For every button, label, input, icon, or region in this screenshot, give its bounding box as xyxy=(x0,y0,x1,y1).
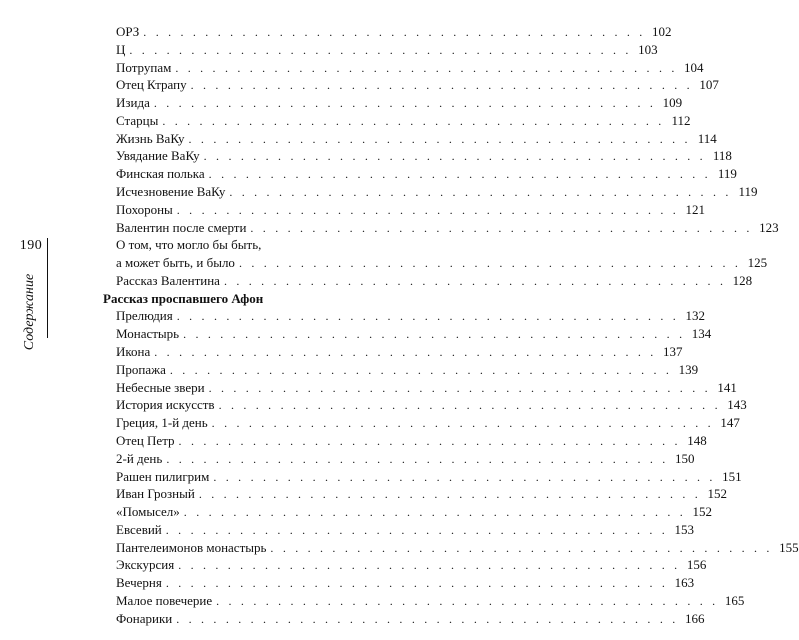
toc-entry-title: Небесные звери xyxy=(116,380,205,395)
toc-entry-page: 119 xyxy=(738,184,758,199)
toc-entry-title: Экскурсия xyxy=(116,557,175,572)
dot-leader: . . . . . . . . . . . . . . . . . . . . . . . . . . . . . . . . . . . . . . . . . xyxy=(153,96,657,110)
toc-entry-page: 155 xyxy=(779,540,799,555)
dot-leader: . . . . . . . . . . . . . . . . . . . . . . . . . . . . . . . . . . . . . . . . . xyxy=(166,452,669,466)
toc-entry-page: 143 xyxy=(727,397,747,412)
toc-entry xyxy=(116,342,683,362)
dot-leader: . . . . . . . . . . . . . . . . . . . . . . . . . . . . . . . . . . . . . . . . . xyxy=(208,167,711,181)
toc-entry xyxy=(116,324,712,344)
dot-leader: . . . . . . . . . . . . . . . . . . . . . . . . . . . . . . . . . . . . . . . . . xyxy=(154,345,657,359)
toc-entry-title: Похороны xyxy=(116,202,173,217)
dot-leader: . . . . . . . . . . . . . . . . . . . . . . . . . . . . . . . . . . . . . . . . . xyxy=(176,203,679,217)
dot-leader: . . . . . . . . . . . . . . . . . . . . . . . . . . . . . . . . . . . . . . . . . xyxy=(250,221,753,235)
toc-entry-title: О том, что могло бы быть, xyxy=(116,237,262,252)
toc-entry xyxy=(116,609,705,629)
toc-entry xyxy=(116,306,705,326)
toc-entry xyxy=(116,40,658,60)
toc-entry-page: 137 xyxy=(662,344,683,359)
toc-entry xyxy=(116,146,732,166)
toc-entry-title: Иван Грозный xyxy=(116,486,195,501)
toc-entry-title: Потрупам xyxy=(116,60,172,75)
toc-entry-page: 102 xyxy=(652,24,672,39)
toc-entry-page: 152 xyxy=(692,504,712,519)
dot-leader: . . . . . . . . . . . . . . . . . . . . . . . . . . . . . . . . . . . . . . . . . xyxy=(203,149,706,163)
toc-entry-title: ОРЗ xyxy=(116,24,140,39)
dot-leader: . . . . . . . . . . . . . . . . . . . . . . . . . . . . . . . . . . . . . . . . . xyxy=(188,132,691,146)
dot-leader: . . . . . . . . . . . . . . . . . . . . . . . . . . . . . . . . . . . . . . . . . xyxy=(190,78,693,92)
toc-entry-page: 128 xyxy=(732,273,753,288)
toc-entry-page: 150 xyxy=(675,451,695,466)
dot-leader: . . . . . . . . . . . . . . . . . . . . . . . . . . . . . . . . . . . . . . . . . xyxy=(129,43,632,57)
toc-entry-page: 104 xyxy=(684,60,704,75)
toc-entry xyxy=(116,573,695,593)
dot-leader: . . . . . . . . . . . . . . . . . . . . . . . . . . . . . . . . . . . . . . . . . xyxy=(183,327,686,341)
toc-entry-title: Греция, 1-й день xyxy=(116,415,208,430)
dot-leader: . . . . . . . . . . . . . . . . . . . . . . . . . . . . . . . . . . . . . . . . . xyxy=(216,594,719,608)
toc-entry-title: Пропажа xyxy=(116,362,166,377)
toc-entry-page: 107 xyxy=(699,77,719,92)
toc-entry xyxy=(116,75,719,95)
toc-entry-page: 119 xyxy=(717,166,737,181)
toc-entry xyxy=(116,431,707,451)
toc-entry xyxy=(116,502,712,522)
toc-entry xyxy=(116,591,745,611)
toc-entry-title: Монастырь xyxy=(116,326,180,341)
toc-entry xyxy=(116,253,768,273)
toc-entry-page: 153 xyxy=(674,522,694,537)
page-number: 190 xyxy=(19,238,43,253)
toc-entry xyxy=(116,271,753,291)
dot-leader: . . . . . . . . . . . . . . . . . . . . . . . . . . . . . . . . . . . . . . . . . xyxy=(270,541,773,555)
dot-leader: . . . . . . . . . . . . . . . . . . . . . . . . . . . . . . . . . . . . . . . . . xyxy=(162,114,665,128)
toc-entry-title: Финская полька xyxy=(116,166,205,181)
toc-entry-page: 152 xyxy=(707,486,728,501)
dot-leader: . . . . . . . . . . . . . . . . . . . . . . . . . . . . . . . . . . . . . . . . . xyxy=(165,523,668,537)
toc-entry-title: 2-й день xyxy=(116,451,163,466)
toc-entry-title: а может быть, и было xyxy=(116,255,235,270)
toc-entry-page: 147 xyxy=(720,415,740,430)
toc-entry-title: Рашен пилигрим xyxy=(116,469,210,484)
toc-entry-page: 148 xyxy=(687,433,707,448)
toc-entry-title: Рассказ проспавшего Афон xyxy=(103,291,264,306)
toc-entry xyxy=(116,484,728,504)
dot-leader: . . . . . . . . . . . . . . . . . . . . . . . . . . . . . . . . . . . . . . . . . xyxy=(175,61,678,75)
toc-entry-title: Вечерня xyxy=(116,575,162,590)
toc-entry-page: 139 xyxy=(678,362,699,377)
toc-entry-page: 114 xyxy=(697,131,717,146)
dot-leader: . . . . . . . . . . . . . . . . . . . . . . . . . . . . . . . . . . . . . . . . . xyxy=(223,274,727,288)
margin-rule xyxy=(47,238,48,338)
toc-entry xyxy=(116,164,737,184)
toc-entry-page: 151 xyxy=(722,469,742,484)
toc-entry-title: Икона xyxy=(116,344,151,359)
toc-entry xyxy=(116,200,705,220)
toc-entry-page: 134 xyxy=(691,326,712,341)
toc-entry-page: 121 xyxy=(685,202,705,217)
toc-entry xyxy=(116,22,672,42)
dot-leader: . . . . . . . . . . . . . . . . . . . . . . . . . . . . . . . . . . . . . . . . . xyxy=(143,25,646,39)
toc-entry-page: 165 xyxy=(724,593,745,608)
dot-leader: . . . . . . . . . . . . . . . . . . . . . . . . . . . . . . . . . . . . . . . . . xyxy=(178,434,681,448)
dot-leader: . . . . . . . . . . . . . . . . . . . . . . . . . . . . . . . . . . . . . . . . . xyxy=(238,256,742,270)
toc-entry-page: 141 xyxy=(717,380,737,395)
toc-entry-title: Малое повечерие xyxy=(116,593,213,608)
toc-entry-page: 156 xyxy=(686,557,707,572)
dot-leader: . . . . . . . . . . . . . . . . . . . . . . . . . . . . . . . . . . . . . . . . . xyxy=(165,576,669,590)
toc-entry xyxy=(116,360,699,380)
toc-entry-title: Ц xyxy=(116,42,126,57)
toc-entry-page: 112 xyxy=(671,113,691,128)
toc-entry-title: Отец Ктрапу xyxy=(116,77,187,92)
toc-entry xyxy=(116,449,695,469)
toc-entry-page: 163 xyxy=(674,575,695,590)
toc-entry-page: 109 xyxy=(662,95,683,110)
toc-entry-page: 125 xyxy=(747,255,768,270)
toc-entry-title: Увядание ВаКу xyxy=(116,148,200,163)
toc-entry-page: 103 xyxy=(638,42,658,57)
toc-entry-title: Прелюдия xyxy=(116,308,173,323)
toc-entry-title: Изида xyxy=(116,95,150,110)
toc-entry-title: Жизнь ВаКу xyxy=(116,131,185,146)
toc-entry xyxy=(116,555,707,575)
toc-entry-page: 166 xyxy=(684,611,705,626)
toc-entry xyxy=(116,413,740,433)
toc-entry-title: Валентин после смерти xyxy=(116,220,247,235)
toc-entry xyxy=(116,235,404,255)
toc-entry-title: История искусств xyxy=(116,397,215,412)
dot-leader: . . . . . . . . . . . . . . . . . . . . . . . . . . . . . . . . . . . . . . . . . xyxy=(211,416,714,430)
toc-entry-title: Отец Петр xyxy=(116,433,175,448)
toc-entry-title: Евсевий xyxy=(116,522,162,537)
dot-leader: . . . . . . . . . . . . . . . . . . . . . . . . . . . . . . . . . . . . . . . . . xyxy=(178,558,681,572)
toc-entry-title: Исчезновение ВаКу xyxy=(116,184,226,199)
dot-leader: . . . . . . . . . . . . . . . . . . . . . . . . . . . . . . . . . . . . . . . . . xyxy=(176,309,679,323)
toc-entry-title: Рассказ Валентина xyxy=(116,273,220,288)
toc-entry-title: Фонарики xyxy=(116,611,173,626)
dot-leader: . . . . . . . . . . . . . . . . . . . . . . . . . . . . . . . . . . . . . . . . . xyxy=(218,398,721,412)
toc-entry xyxy=(116,111,691,131)
section-running-head: Содержание xyxy=(22,273,37,351)
dot-leader: . . . . . . . . . . . . . . . . . . . . . . . . . . . . . . . . . . . . . . . . . xyxy=(208,381,711,395)
dot-leader: . . . . . . . . . . . . . . . . . . . . . . . . . . . . . . . . . . . . . . . . . xyxy=(213,470,716,484)
toc-entry xyxy=(116,182,758,202)
toc-entry-page: 118 xyxy=(712,148,732,163)
toc-entry xyxy=(116,520,694,540)
dot-leader: . . . . . . . . . . . . . . . . . . . . . . . . . . . . . . . . . . . . . . . . . xyxy=(198,487,702,501)
toc-entry-title: Пантелеимонов монастырь xyxy=(116,540,267,555)
dot-leader: . . . . . . . . . . . . . . . . . . . . . . . . . . . . . . . . . . . . . . . . . xyxy=(176,612,679,626)
dot-leader: . . . . . . . . . . . . . . . . . . . . . . . . . . . . . . . . . . . . . . . . . xyxy=(183,505,686,519)
toc-entry-page: 123 xyxy=(759,220,779,235)
toc-entry-page: 132 xyxy=(685,308,705,323)
toc-entry xyxy=(116,395,747,415)
toc-entry xyxy=(116,93,683,113)
dot-leader: . . . . . . . . . . . . . . . . . . . . . . . . . . . . . . . . . . . . . . . . . xyxy=(229,185,732,199)
toc-entry-title: «Помысел» xyxy=(116,504,180,519)
dot-leader: . . . . . . . . . . . . . . . . . . . . . . . . . . . . . . . . . . . . . . . . . xyxy=(169,363,673,377)
toc-entry-title: Старцы xyxy=(116,113,159,128)
